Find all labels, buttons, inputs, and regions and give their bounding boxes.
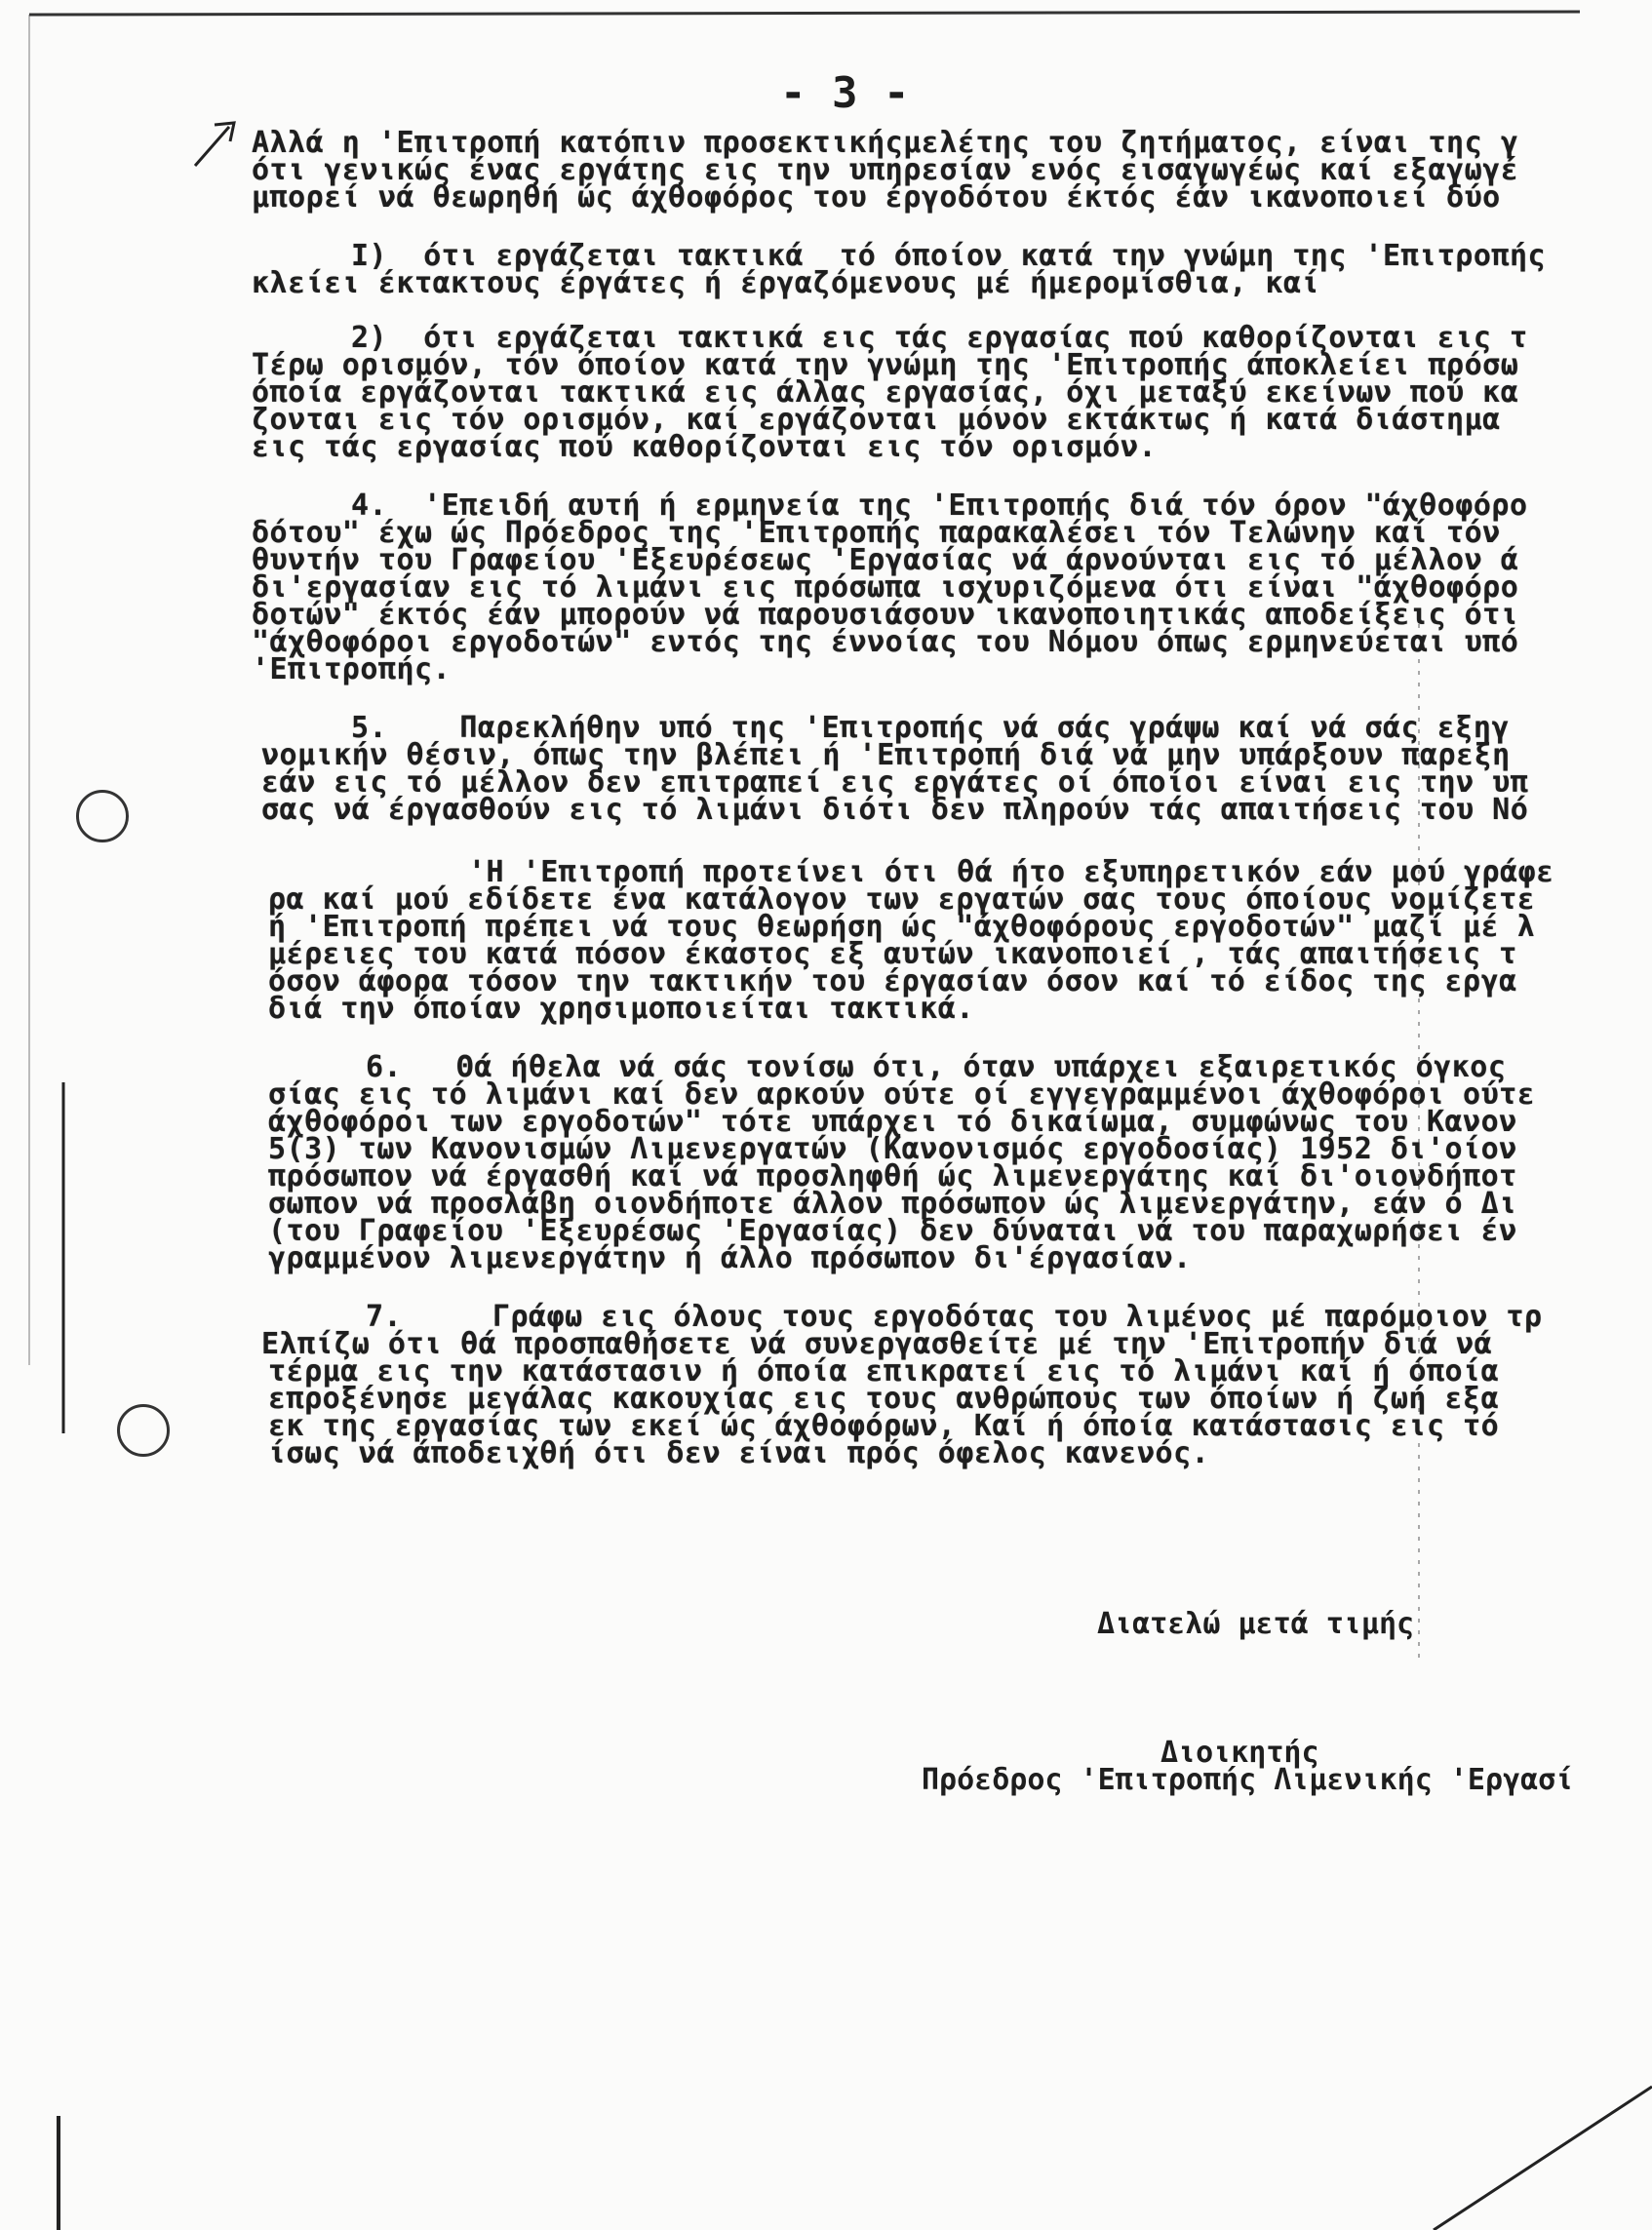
text-line: (του Γραφείου 'Εξευρέσως 'Εργασίας) δεν δύναται νά του παραχωρήσει έν — [268, 1214, 1517, 1248]
text-line: ίσως νά άποδειχθή ότι δεν είναι πρός όφελος κανενός. — [268, 1436, 1210, 1470]
text-line: ότι γενικώς ένας εργάτης εις την υπηρεσίαν ενός εισαγωγέως καί εξαγωγέ — [252, 153, 1519, 187]
closing-salutation: Διατελώ μετά τιμής — [1097, 1607, 1415, 1641]
text-line: 6. Θά ήθελα νά σάς τονίσω ότι, όταν υπάρχει εξαιρετικός όγκος — [366, 1050, 1507, 1084]
text-line: 'Επιτροπής. — [252, 652, 452, 686]
signer-role: Πρόεδρος 'Επιτροπής Λιμενικής 'Εργασί — [922, 1763, 1574, 1797]
text-line: δι'εργασίαν εις τό λιμάνι εις πρόσωπα ισχυριζόμενα ότι είναι "άχθοφόρο — [252, 570, 1519, 605]
text-line: θυντήν του Γραφείου 'Εξευρέσεως 'Εργασίας νά άρνούνται εις τό μέλλον ά — [252, 543, 1519, 577]
page-number: - 3 - — [780, 68, 910, 118]
text-line: όποία εργάζονται τακτικά εις άλλας εργασίας, όχι μεταξύ εκείνων πού κα — [252, 375, 1519, 410]
text-line: "άχθοφόροι εργοδοτών" εντός της έννοίας του Νόμου όπως ερμηνεύεται υπό — [252, 625, 1519, 659]
text-line: εάν εις τό μέλλον δεν επιτραπεί εις εργάτες οί όποίοι είναι εις την υπ — [261, 765, 1529, 800]
text-line: 'Η 'Επιτροπή προτείνει ότι θά ήτο εξυπηρετικόν εάν μού γράφε — [468, 855, 1554, 889]
text-line: Τέρω ορισμόν, τόν όποίον κατά την γνώμη της 'Επιτροπής άποκλείει πρόσω — [252, 348, 1519, 382]
text-line: εις τάς εργασίας πού καθορίζονται εις τόν ορισμόν. — [252, 430, 1158, 464]
text-line: άχθοφόροι των εργοδοτών" τότε υπάρχει τό δικαίωμα, συμφώνως του Κανον — [268, 1105, 1517, 1139]
text-line: ρα καί μού εδίδετε ένα κατάλογον των εργατών σας τους όποίους νομίζετε — [268, 882, 1536, 917]
text-line: μπορεί νά θεωρηθή ώς άχθοφόρος του έργοδότου έκτός έάν ικανοποιεί δύο — [252, 180, 1501, 215]
text-line: σωπον νά προσλάβη οιονδήποτε άλλον πρόσωπον ώς λιμενεργάτην, εάν ό Δι — [268, 1187, 1517, 1221]
text-line: 5. Παρεκλήθην υπό της 'Επιτροπής νά σάς γράψω καί νά σάς εξηγ — [351, 711, 1510, 745]
text-line: επροξένησε μεγάλας κακουχίας εις τους ανθρώπους των όποίων ή ζωή εξα — [268, 1382, 1500, 1416]
punch-hole — [76, 790, 129, 842]
signer-title: Διοικητής — [1160, 1736, 1319, 1770]
text-line: Αλλά η 'Επιτροπή κατόπιν προσεκτικήςμελέτης του ζητήματος, είναι της γ — [252, 126, 1519, 160]
text-line: εκ της εργασίας των εκεί ώς άχθοφόρων, Καί ή όποία κατάστασις εις τό — [268, 1409, 1500, 1443]
text-line: 7. Γράφω εις όλους τους εργοδότας του λιμένος μέ παρόμοιον τρ — [366, 1300, 1543, 1334]
text-line: νομικήν θέσιν, όπως την βλέπει ή 'Επιτροπή διά νά μην υπάρξουν παρεξη — [261, 738, 1511, 772]
text-line: Ελπίζω ότι θά προσπαθήσετε νά συνεργασθείτε μέ την 'Επιτροπήν διά νά — [261, 1327, 1493, 1361]
text-line: γραμμένον λιμενεργάτην ή άλλο πρόσωπον δι'έργασίαν. — [268, 1241, 1192, 1275]
text-line: ζονται εις τόν ορισμόν, καί εργάζονται μόνον εκτάκτως ή κατά διάστημα — [252, 403, 1501, 437]
text-line: τέρμα εις την κατάστασιν ή όποία επικρατεί εις τό λιμάνι καί ή όποία — [268, 1354, 1500, 1389]
text-line: δοτών" έκτός έάν μπορούν νά παρουσιάσουν ικανοποιητικάς αποδείξεις ότι — [252, 598, 1519, 632]
text-line: μέρειες του κατά πόσον έκαστος εξ αυτών ικανοποιεί , τάς απαιτήσεις τ — [268, 937, 1517, 971]
text-line: ή 'Επιτροπή πρέπει νά τους θεωρήση ώς "άχθοφόρους εργοδοτών" μαζί μέ λ — [268, 910, 1536, 944]
text-line: 2) ότι εργάζεται τακτικά εις τάς εργασίας πού καθορίζονται εις τ — [351, 321, 1528, 355]
text-line: 4. 'Επειδή αυτή ή ερμηνεία της 'Επιτροπής διά τόν όρον "άχθοφόρο — [351, 489, 1528, 523]
text-line: δότου" έχω ώς Πρόεδρος της 'Επιτροπής παρακαλέσει τόν Τελώνην καί τόν — [252, 516, 1501, 550]
text-line: I) ότι εργάζεται τακτικά τό όποίον κατά την γνώμη της 'Επιτροπής — [351, 239, 1547, 273]
text-line: διά την όποίαν χρησιμοποιείται τακτικά. — [268, 992, 974, 1026]
text-line: όσον άφορα τόσον την τακτικήν του έργασίαν όσον καί τό είδος της εργα — [268, 964, 1517, 998]
text-line: 5(3) των Κανονισμών Λιμενεργατών (Κανονισμός εργοδοσίας) 1952 δι'οίον — [268, 1132, 1517, 1166]
text-line: σίας εις τό λιμάνι καί δεν αρκούν ούτε οί εγγεγραμμένοι άχθοφόροι ούτε — [268, 1077, 1536, 1112]
punch-hole — [117, 1404, 170, 1457]
text-line: κλείει έκτακτους έργάτες ή έργαζόμενους μέ ήμερομίσθια, καί — [252, 266, 1320, 300]
text-line: πρόσωπον νά έργασθή καί νά προσληφθή ώς λιμενεργάτης καί δι'οιονδήποτ — [268, 1159, 1517, 1193]
text-line: σας νά έργασθούν εις τό λιμάνι διότι δεν πληρούν τάς απαιτήσεις του Νό — [261, 793, 1529, 827]
